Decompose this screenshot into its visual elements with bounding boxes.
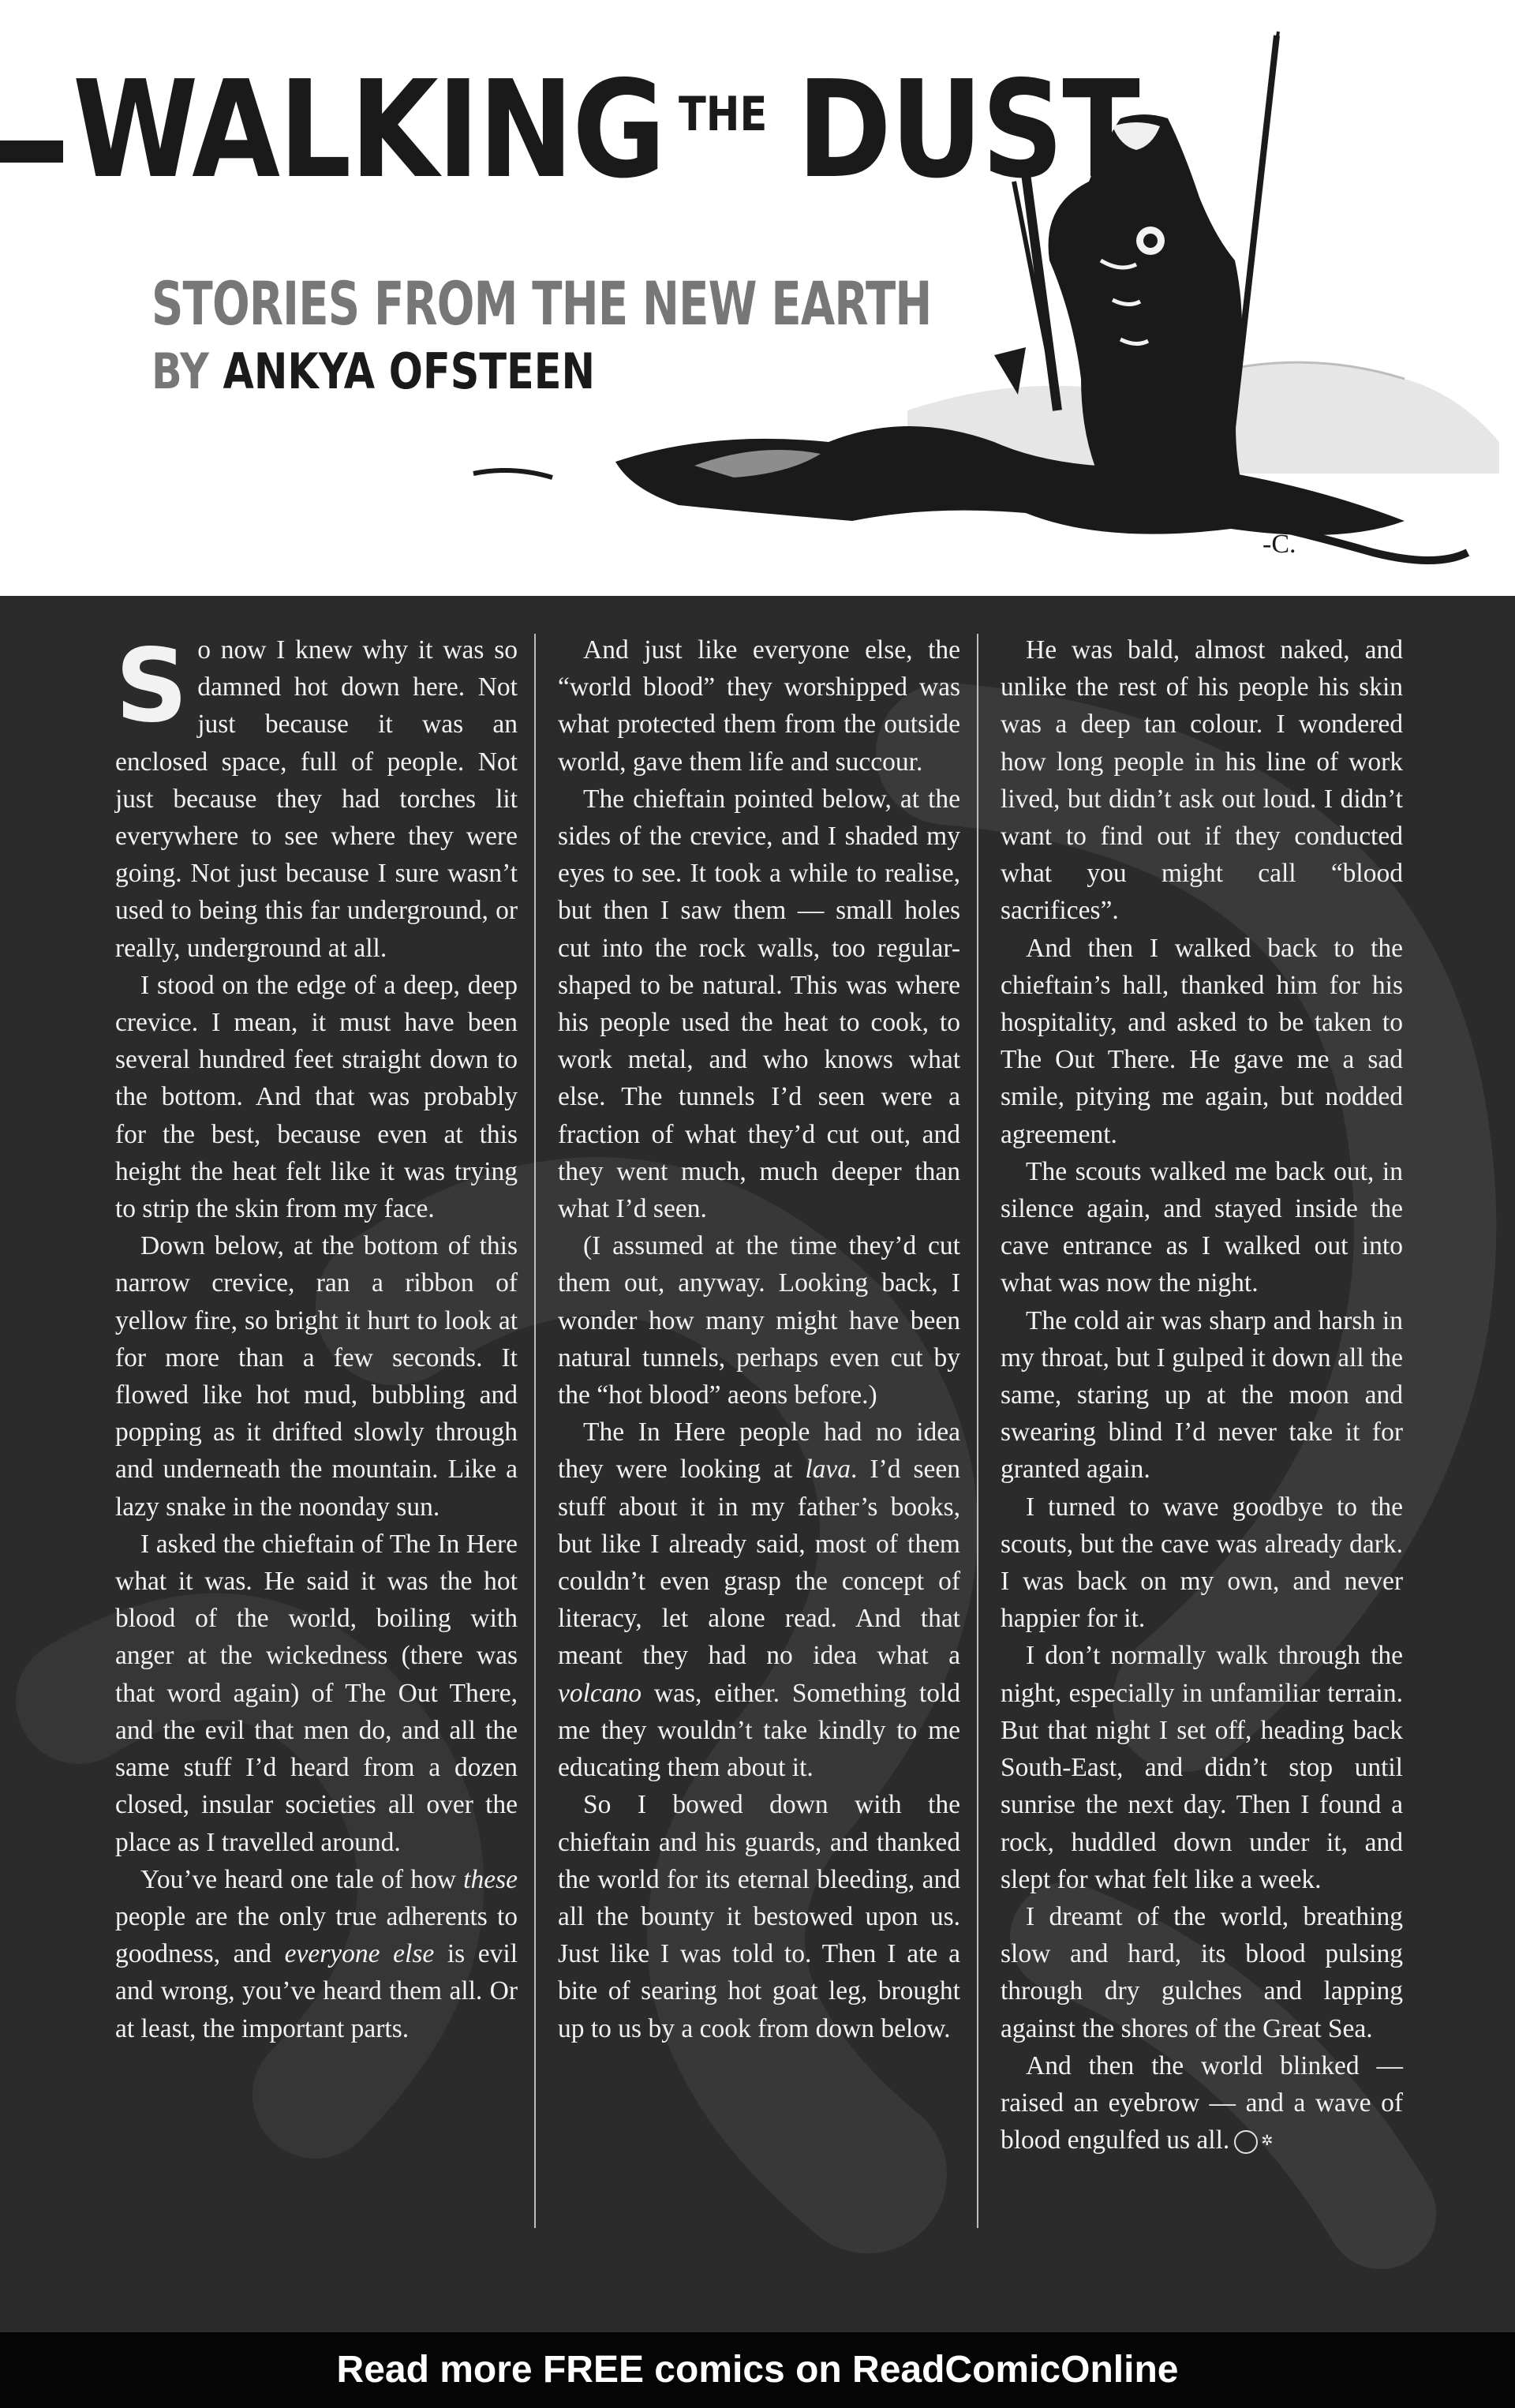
paragraph: So I bowed down with the chieftain and his guards, and thanked the world for its eternal bleeding, and all the bounty it bestowed upon us. Just like I was told to. Then I ate a bite of searing hot goat leg, brought up to us by a cook from down below.: [558, 1790, 960, 2043]
header: [0, 0, 1515, 600]
paragraph: I turned to wave goodbye to the scouts, but the cave was already dark. I was back on my own, and never happier for it.: [1001, 1492, 1403, 1634]
paragraph: So now I knew why it was so damned hot down here. Not just because it was an enclosed space, full of people. Not just because they had torches lit everywhere to see where they were going. Not just because I sure wasn’t used to being this far underground, or really, underground at all.: [115, 627, 518, 963]
footer-banner[interactable]: Read more FREE comics on ReadComicOnline: [0, 2332, 1515, 2408]
column-rule: [977, 634, 978, 2228]
subtitle: STORIES FROM THE NEW EARTH: [152, 268, 932, 339]
paragraph: The cold air was sharp and harsh in my throat, but I gulped it down all the same, staring up at the moon and swearing blind I’d never take it for granted again.: [1001, 1305, 1403, 1485]
paragraph: (I assumed at the time they’d cut them out, anyway. Looking back, I wonder how many might have been natural tunnels, perhaps even cut by the “hot blood” aeons before.): [558, 1231, 960, 1410]
artist-signature: -C.: [1262, 530, 1296, 559]
drop-cap: S: [115, 627, 189, 745]
paragraph: I don’t normally walk through the night, especially in unfamiliar terrain. But that night I set off, heading back South-East, and didn’t stop until sunrise the next day. Then I found a rock, huddled down under it, and slept for what felt like a week.: [1001, 1641, 1403, 1894]
paragraph: I asked the chieftain of The In Here what it was. He said it was the hot blood of the world, boiling with anger at the wickedness (there was that word again) of The Out There, and the evil that men do, and all the same stuff I’d heard from a dozen closed, insular societies all over the place as I travelled around.: [115, 1529, 518, 1857]
paragraph: He was bald, almost naked, and unlike the rest of his people his skin was a deep tan colour. I wondered how long people in his line of work lived, but didn’t ask out loud. I didn’t want to find out if they conducted what you might call “blood sacrifices”.: [1001, 635, 1403, 926]
article-column-1: [115, 627, 518, 2047]
paragraph: I dreamt of the world, breathing slow and hard, its blood pulsing through dry gulches and lapping against the shores of the Great Sea.: [1001, 1901, 1403, 2043]
title-walking: WALKING: [73, 52, 665, 208]
paragraph: And then the world blinked — raised an eyebrow — and a wave of blood engulfed us all. ✲: [1001, 2050, 1403, 2155]
paragraph: You’ve heard one tale of how these people are the only true adherents to goodness, and everyone else is evil and wrong, you’ve heard them all. Or at least, the important parts.: [115, 1864, 518, 2043]
article-column-2: [558, 631, 960, 2047]
byline: [152, 343, 596, 400]
column-rule: [534, 634, 536, 2228]
title-dust: DUST: [797, 52, 1139, 208]
paragraph: And then I walked back to the chieftain’s hall, thanked him for his hospitality, and asked to be taken to The Out There. He gave me a sad smile, pitying me again, but nodded agreement.: [1001, 933, 1403, 1149]
author-name: ANKYA OFSTEEN: [223, 343, 596, 400]
article-panel: [0, 596, 1515, 2332]
article-column-3: [1001, 631, 1403, 2159]
paragraph: Down below, at the bottom of this narrow crevice, ran a ribbon of yellow fire, so bright it hurt to look at for more than a few seconds. It flowed like hot mud, bubbling and popping as it drifted slowly through and underneath the mountain. Like a lazy snake in the noonday sun.: [115, 1231, 518, 1522]
byline-prefix: BY: [152, 343, 209, 400]
title: [0, 39, 1139, 208]
end-mark-icon: ✲: [1234, 2130, 1258, 2154]
paragraph: I stood on the edge of a deep, deep crevice. I mean, it must have been several hundred feet straight down to the bottom. And that was probably for the best, because even at this height the heat felt like it was trying to strip the skin from my face.: [115, 970, 518, 1224]
paragraph: The chieftain pointed below, at the sides of the crevice, and I shaded my eyes to see. It took a while to realise, but then I saw them — small holes cut into the rock walls, too regular-shaped to be natural. This was where his people used the heat to cook, to work metal, and who knows what else. The tunnels I’d seen were a fraction of what they’d cut out, and they went much, much deeper than what I’d seen.: [558, 784, 960, 1224]
title-dash: [0, 140, 63, 163]
paragraph: The In Here people had no idea they were looking at lava. I’d seen stuff about it in my father’s books, but like I already said, most of them couldn’t even grasp the concept of literacy, let alone read. And that meant they had no idea what a volcano was, either. Something told me they wouldn’t take kindly to me educating them about it.: [558, 1417, 960, 1783]
paragraph: The scouts walked me back out, in silence again, and stayed inside the cave entrance as I walked out into what was now the night.: [1001, 1156, 1403, 1298]
paragraph: And just like everyone else, the “world blood” they worshipped was what protected them from the outside world, gave them life and succour.: [558, 635, 960, 777]
title-the: THE: [679, 87, 768, 142]
